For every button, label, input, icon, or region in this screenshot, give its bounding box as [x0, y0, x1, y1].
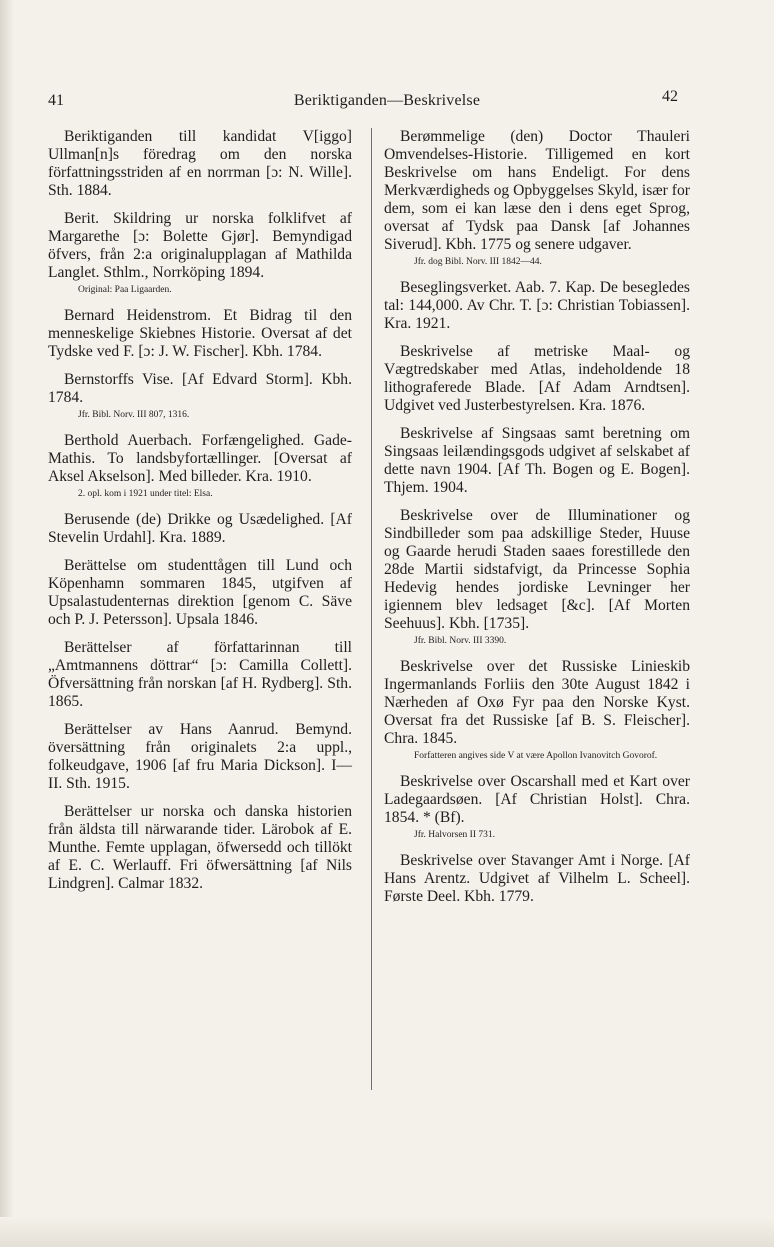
entry-text: Berthold Auerbach. Forfængelighed. Gade-Mathis. To landsbyfortællinger. [Oversat af Aksel Akselson]. Med billeder. Kra. 1910. — [48, 432, 352, 485]
entry-note: Forfatteren angives side V at være Apollon Ivanovitch Govorof. — [414, 751, 658, 761]
entry-text: Berättelse om studenttågen till Lund och Köpenhamn sommaren 1845, utgifven af Upsalastudenternas direktion [genom C. Säve och P. J. Petersson]. Upsala 1846. — [48, 557, 352, 628]
entry — [384, 773, 690, 842]
page-number-left: 41 — [48, 92, 64, 109]
entry-text: Berømmelige (den) Doctor Thauleri Omvendelses-Historie. Tilligemed en kort Beskrivelse om hans Endeligt. For dens Merkværdigheds og Opbyggelses Skyld, især for dem, som ei kan læse den i dens eget Sprog, oversat af Tydsk paa Dansk [af Johannes Siverud]. Kbh. 1775 og senere udgaver. — [384, 128, 690, 253]
entry-text: Berättelser av Hans Aanrud. Bemynd. översättning från originalets 2:a uppl., folkeudgave, 1906 [af fru Maria Dickson]. I—II. Sth. 1915. — [48, 721, 352, 792]
entry-note: Jfr. Bibl. Norv. III 807, 1316. — [78, 410, 190, 420]
entry-text: Berättelser ur norska och danska historien från äldsta till närwarande tider. Lärobok af E. Munthe. Femte upplagan, öfwersedd och tillökt af E. C. Werlauff. Fri öfwersättning [af Nils Lindgren]. Calmar 1832. — [48, 803, 352, 892]
entry — [384, 343, 690, 415]
entry-text: Beskrivelse over det Russiske Linieskib Ingermanlands Forliis den 30te August 1842 i Nærheden af Oxø Fyr paa den Norske Kyst. Oversat fra det Russiske [af B. S. Fleischer]. Chra. 1845. — [384, 658, 690, 747]
entry-text: Bernard Heidenstrom. Et Bidrag til den menneskelige Skiebnes Historie. Oversat af det Tydske ved F. [ɔ: J. W. Fischer]. Kbh. 1784. — [48, 307, 352, 360]
entry — [48, 432, 352, 501]
entry-text: Beskrivelse af metriske Maal- og Vægtredskaber med Atlas, indeholdende 18 lithograferede Blade. [Af Adam Arndtsen]. Udgivet ved Justerbestyrelsen. Kra. 1876. — [384, 343, 690, 414]
entry — [48, 557, 352, 629]
entry — [48, 307, 352, 361]
entry — [48, 803, 352, 893]
entry-text: Berit. Skildring ur norska folklifvet af Margarethe [ɔ: Bolette Gjør]. Bemyndigad öfvers, från 2:a originalupplagan af Mathilda Langlet. Sthlm., Norrköping 1894. — [48, 210, 352, 281]
entry-note: 2. opl. kom i 1921 under titel: Elsa. — [78, 489, 213, 499]
entry-text: Beskrivelse af Singsaas samt beretning om Singsaas leilændingsgods udgivet af selskabet af dette navn 1904. [Af Th. Bogen og E. Bogen]. Thjem. 1904. — [384, 425, 690, 496]
entry-note: Jfr. dog Bibl. Norv. III 1842—44. — [414, 257, 542, 267]
entry — [48, 721, 352, 793]
page-header — [0, 88, 774, 112]
entry-text: Beseglingsverket. Aab. 7. Kap. De besegledes tal: 144,000. Av Chr. T. [ɔ: Christian Tobiassen]. Kra. 1921. — [384, 279, 690, 332]
entry-text: Beriktiganden till kandidat V[iggo] Ullman[n]s föredrag om den norska författningsstriden af en norrman [ɔ: N. Wille]. Sth. 1884. — [48, 128, 352, 199]
column-divider — [371, 128, 372, 1090]
entry — [384, 128, 690, 269]
page-number-right: 42 — [662, 88, 678, 105]
entry — [48, 128, 352, 200]
running-title: Beriktiganden—Beskrivelse — [293, 92, 481, 109]
page-edge-shadow — [0, 0, 14, 1247]
entry — [384, 507, 690, 648]
entry-text: Berusende (de) Drikke og Usædelighed. [Af Stevelin Urdahl]. Kra. 1889. — [48, 511, 352, 546]
entry — [48, 210, 352, 297]
entry — [384, 852, 690, 906]
entry-text: Bernstorffs Vise. [Af Edvard Storm]. Kbh. 1784. — [48, 371, 352, 406]
entry — [48, 511, 352, 547]
left-column — [48, 128, 352, 903]
entry — [384, 425, 690, 497]
entry-note: Original: Paa Ligaarden. — [78, 285, 172, 295]
entry-text: Beskrivelse over Stavanger Amt i Norge. [Af Hans Arentz. Udgivet af Vilhelm L. Scheel]. Første Deel. Kbh. 1779. — [384, 852, 690, 905]
entry — [384, 658, 690, 763]
entry-text: Beskrivelse over Oscarshall med et Kart over Ladegaardsøen. [Af Christian Holst]. Chra. 1854. * (Bf). — [384, 773, 690, 826]
entry — [48, 371, 352, 422]
entry-note: Jfr. Halvorsen II 731. — [414, 830, 495, 840]
entry-text: Berättelser af författarinnan till „Amtmannens döttrar“ [ɔ: Camilla Collett]. Öfversättning från norskan [af H. Rydberg]. Sth. 1865. — [48, 639, 352, 710]
entry-text: Beskrivelse over de Illuminationer og Sindbilleder som paa adskillige Steder, Huuse og Gaarde herudi Staden saaes forestillede den 28de Martii sidstafvigt, da Princesse Sophia Hedevig hendes jordiske Levninger her igiennem blev ledsaget [&c]. [Af Morten Seehuus]. Kbh. [1735]. — [384, 507, 690, 632]
entry — [48, 639, 352, 711]
entry — [384, 279, 690, 333]
page-bottom-shadow — [0, 1217, 774, 1247]
entry-note: Jfr. Bibl. Norv. III 3390. — [414, 636, 507, 646]
right-column — [384, 128, 690, 916]
